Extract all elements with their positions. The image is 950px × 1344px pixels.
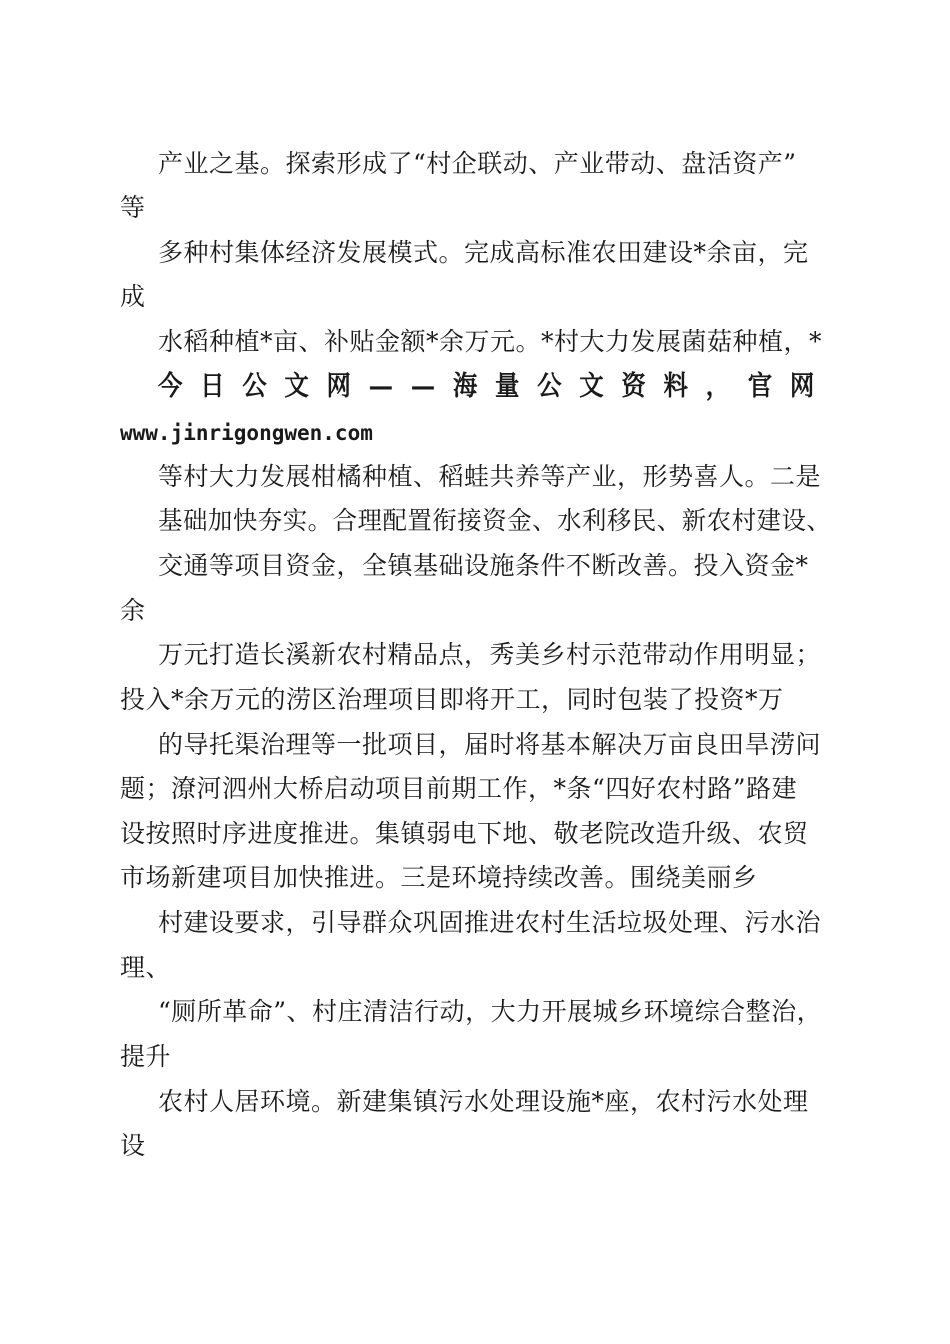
body-line: 村建设要求，引导群众巩固推进农村生活垃圾处理、污水治 <box>158 908 822 937</box>
body-line: 农村人居环境。新建集镇污水处理设施*座，农村污水处理 <box>158 1087 809 1116</box>
body-line: 多种村集体经济发展模式。完成高标准农田建设*余亩，完 <box>158 238 809 267</box>
body-line: 产业之基。探索形成了“村企联动、产业带动、盘活资产” <box>158 149 797 178</box>
body-line: “厕所革命”、村庄清洁行动，大力开展城乡环境综合整治， <box>158 997 823 1026</box>
body-line: 的导托渠治理等一批项目，届时将基本解决万亩良田旱涝问 <box>158 730 822 759</box>
watermark-title: 今日公文网——海量公文资料，官网 <box>158 371 833 402</box>
watermark-url: www.jinrigongwen.com <box>120 421 373 445</box>
body-line: 市场新建项目加快推进。三是环境持续改善。围绕美丽乡 <box>120 863 758 892</box>
body-line: 万元打造长溪新农村精品点，秀美乡村示范带动作用明显； <box>158 640 822 669</box>
body-line: 水稻种植*亩、补贴金额*余万元。*村大力发展菌菇种植，* <box>158 327 823 356</box>
body-line: 理、 <box>120 953 172 982</box>
body-line: 投入*余万元的涝区治理项目即将开工，同时包装了投资*万 <box>120 685 784 714</box>
body-line: 基础加快夯实。合理配置衔接资金、水利移民、新农村建设、 <box>158 506 832 535</box>
body-line: 设按照时序进度推进。集镇弱电下地、敬老院改造升级、农贸 <box>120 819 809 848</box>
body-line: 提升 <box>120 1042 172 1071</box>
body-line: 题；潦河泗州大桥启动项目前期工作，*条“四好农村路”路建 <box>120 774 798 803</box>
body-line: 设 <box>120 1131 146 1160</box>
body-line: 交通等项目资金，全镇基础设施条件不断改善。投入资金* <box>158 551 809 580</box>
body-line: 等村大力发展柑橘种植、稻蛙共养等产业，形势喜人。二是 <box>158 462 822 491</box>
body-line: 成 <box>120 282 146 311</box>
body-line: 等 <box>120 193 146 222</box>
body-line: 余 <box>120 596 146 625</box>
